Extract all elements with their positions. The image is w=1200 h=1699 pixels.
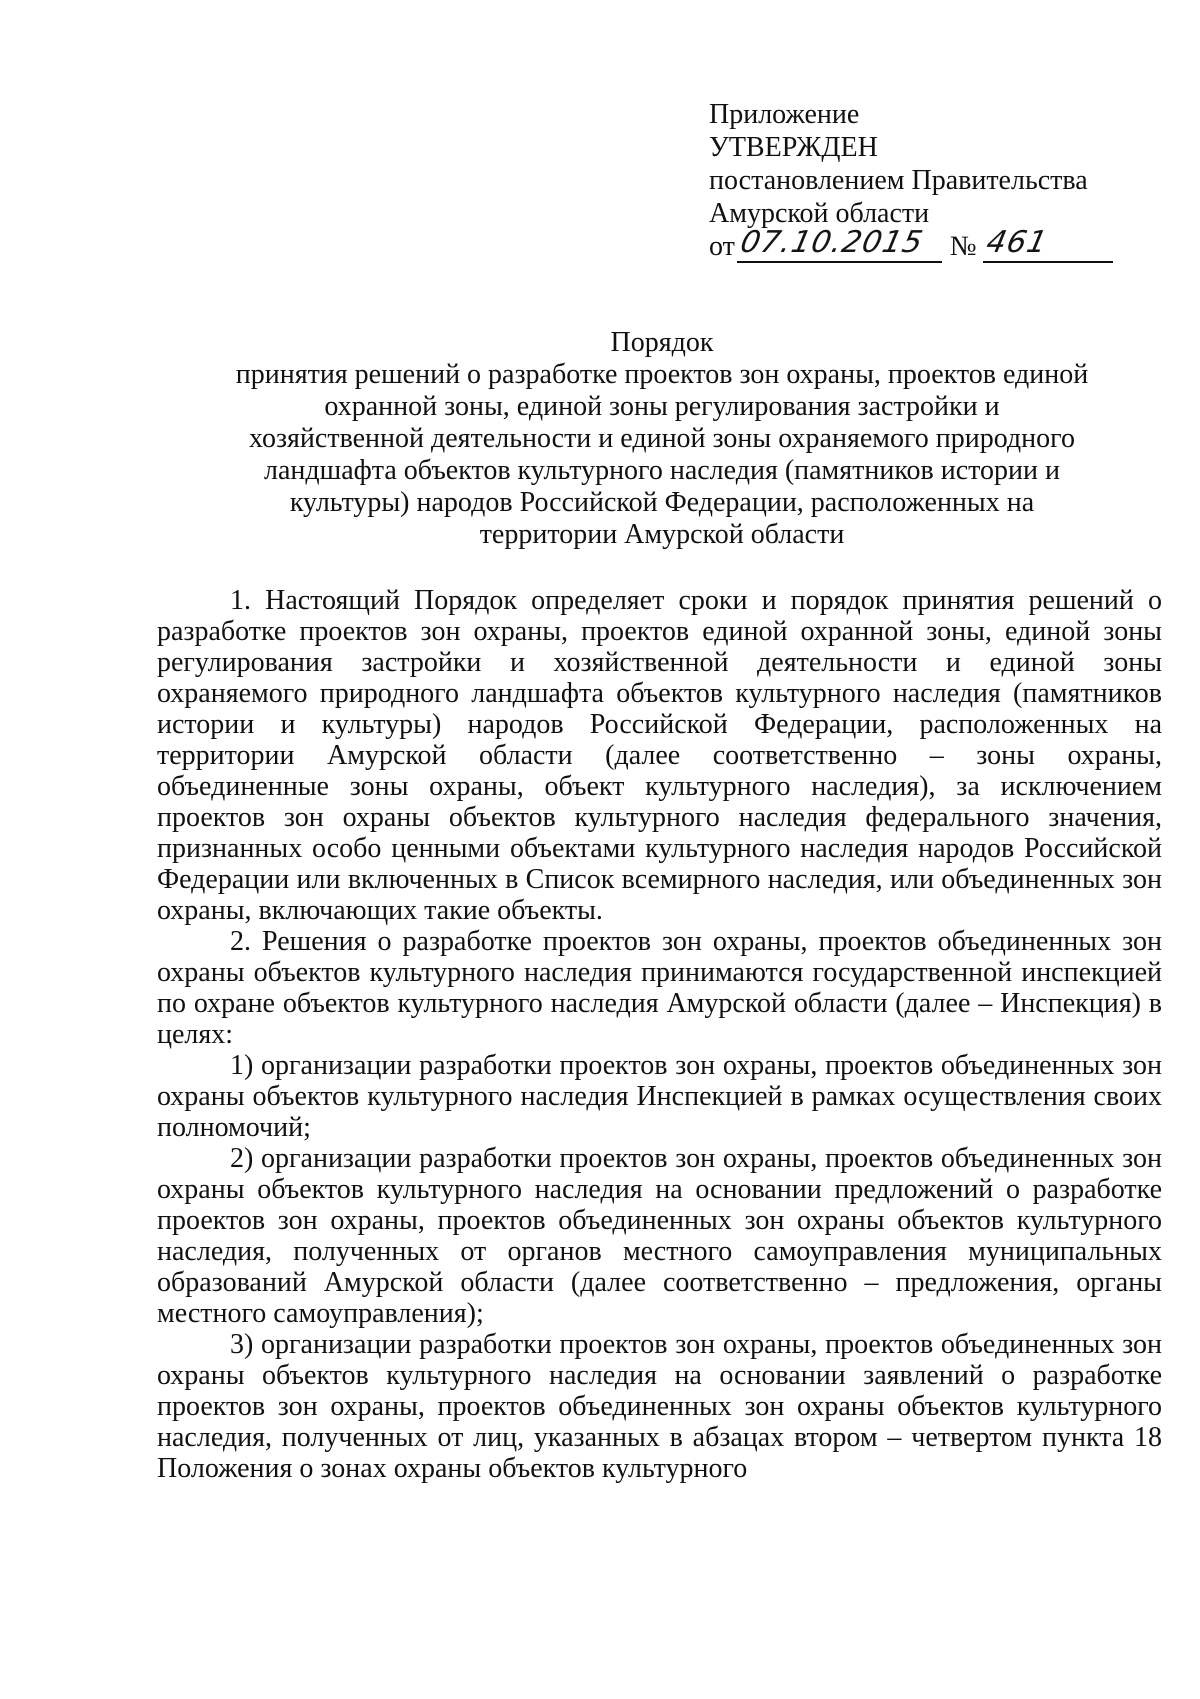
number-field — [982, 225, 1113, 263]
approval-region-label: Амурской области — [709, 198, 930, 229]
paragraph-1: 1. Настоящий Порядок определяет сроки и порядок принятия решений о разработке проектов зон охраны, проектов единой охранной зоны, единой зоны регулирования застройки и хозяйственной деятельности и единой зоны охраняемого природного ландшафта объектов культурного наследия (памятников истории и культуры) народов Российской Федерации, расположенных на территории Амурской области (далее соответственно – зоны охраны, объединенные зоны охраны, объект культурного наследия), за исключением проектов зон охраны объектов культурного наследия федерального значения, признанных особо ценными объектами культурного наследия народов Российской Федерации или включенных в Список всемирного наследия, или объединенных зон охраны, включающих такие объекты. — [157, 585, 1162, 926]
handwritten-date: 07.10.2015 — [737, 225, 927, 260]
approval-appendix-label: Приложение — [709, 99, 860, 130]
paragraph-2-item-2: 2) организации разработки проектов зон охраны, проектов объединенных зон охраны объектов культурного наследия на основании предложений о разработке проектов зон охраны, проектов объединенных зон охраны объектов культурного наследия, полученных от органов местного самоуправления муниципальных образований Амурской области (далее соответственно – предложения, органы местного самоуправления); — [157, 1143, 1162, 1329]
subtitle-line: территории Амурской области — [479, 519, 845, 550]
number-sign: № — [949, 231, 977, 262]
paragraph-2-item-3: 3) организации разработки проектов зон охраны, проектов объединенных зон охраны объектов культурного наследия на основании заявлений о разработке проектов зон охраны, проектов объединенных зон охраны объектов культурного наследия, полученных от лиц, указанных в абзацах втором – четвертом пункта 18 Положения о зонах охраны объектов культурного — [157, 1329, 1162, 1484]
subtitle-line: принятия решений о разработке проектов зон охраны, проектов единой — [235, 359, 1089, 390]
date-prefix: от — [709, 231, 735, 262]
paragraph-2-item-1: 1) организации разработки проектов зон охраны, проектов объединенных зон охраны объектов культурного наследия Инспекцией в рамках осуществления своих полномочий; — [157, 1050, 1162, 1143]
date-field — [737, 225, 942, 263]
subtitle-line: культуры) народов Российской Федерации, расположенных на — [289, 487, 1035, 518]
subtitle-line: хозяйственной деятельности и единой зоны охраняемого природного — [249, 423, 1075, 454]
approval-approved-label: УТВЕРЖДЕН — [709, 132, 878, 163]
approval-date-number-line — [709, 225, 1169, 263]
document-body — [157, 585, 1162, 1484]
paragraph-2: 2. Решения о разработке проектов зон охраны, проектов объединенных зон охраны объектов культурного наследия принимаются государственной инспекцией по охране объектов культурного наследия Амурской области (далее – Инспекция) в целях: — [157, 926, 1162, 1050]
approval-resolution-label: постановлением Правительства — [709, 165, 1088, 196]
approval-block — [709, 98, 1169, 263]
document-title-block — [150, 327, 1174, 551]
document-title: Порядок — [610, 327, 714, 358]
subtitle-line: охранной зоны, единой зоны регулирования застройки и — [324, 391, 1000, 422]
handwritten-number: 461 — [982, 225, 1051, 260]
subtitle-line: ландшафта объектов культурного наследия (памятников истории и — [264, 455, 1060, 486]
